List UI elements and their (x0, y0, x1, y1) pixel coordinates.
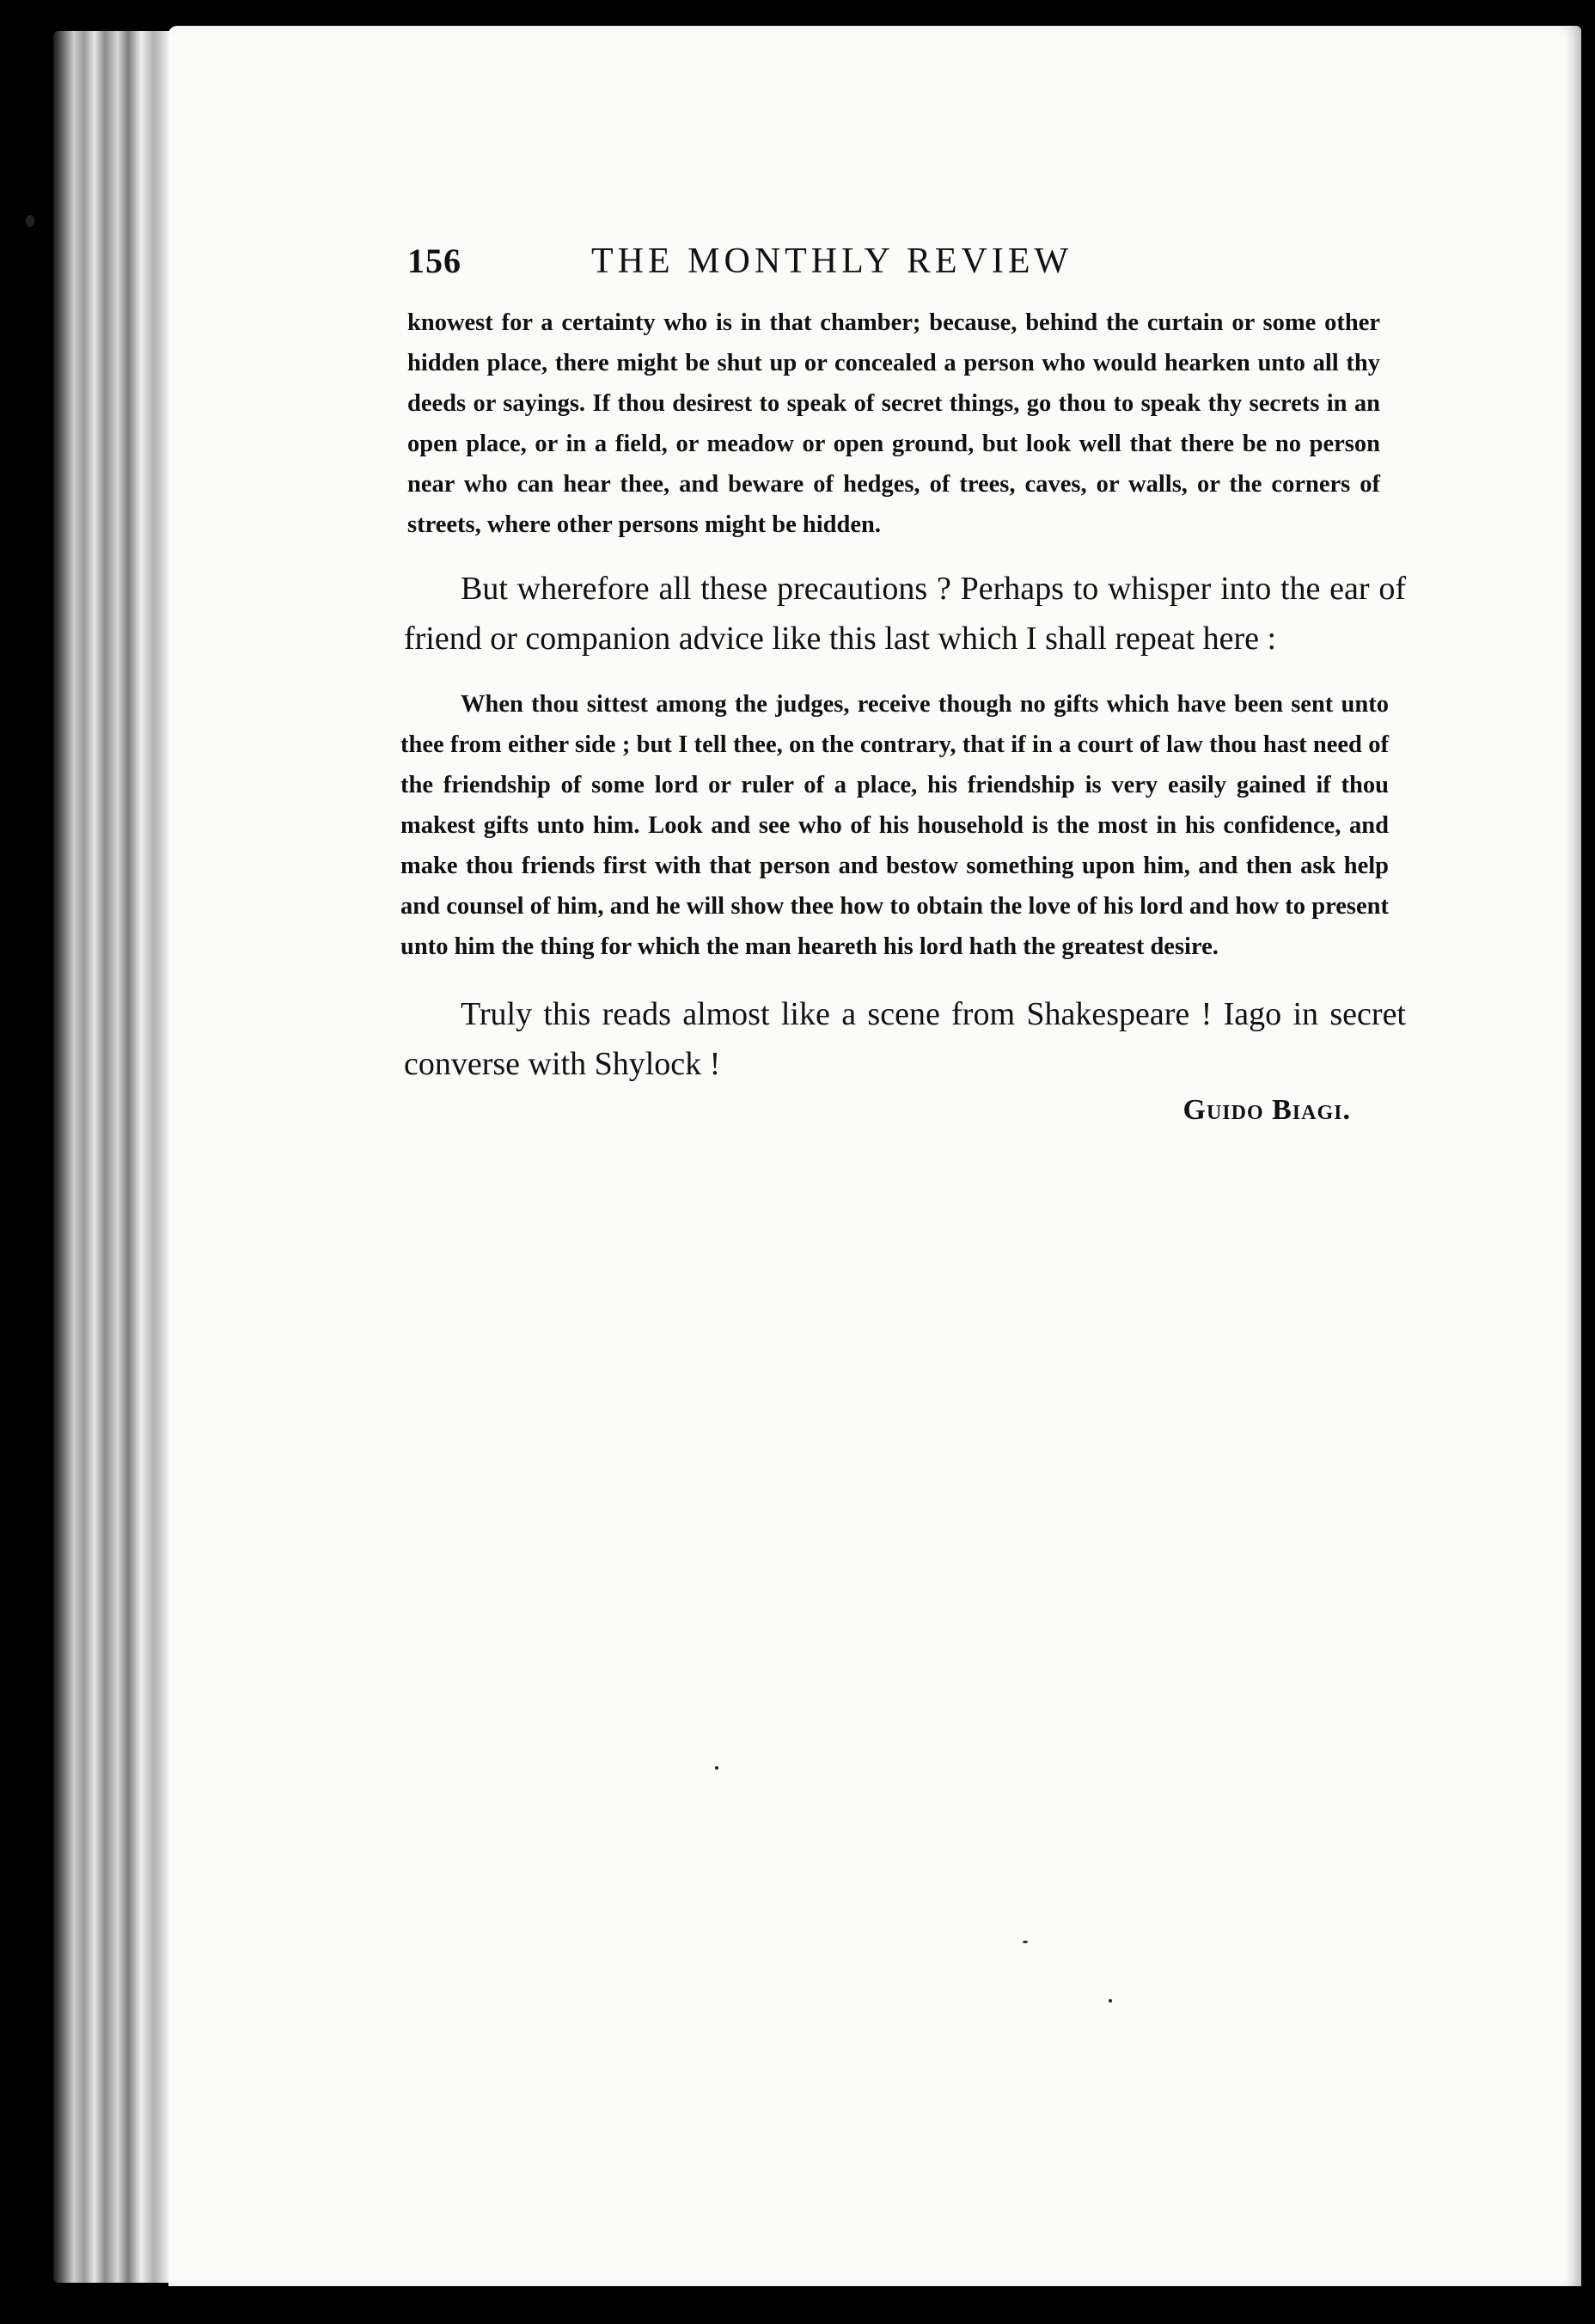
page-number: 156 (407, 242, 461, 280)
running-head (400, 241, 1423, 301)
dust-speck (1109, 1999, 1112, 2003)
book-page (168, 26, 1581, 2286)
page-text-block (400, 241, 1423, 1127)
block-quote-2: When thou sittest among the judges, receive though no gifts which have been sent unto thee from either side ; but I tell thee, on the contrary, that if in a court of law thou hast need of the friendship of some lord or ruler of a place, his friendship is very easily gained if thou makest gifts unto him. Look and see who of his household is the most in his confidence, and make thou friends first with that person and bestow something upon him, and then ask help and counsel of him, and he will show thee how to obtain the love of his lord and how to present unto him the thing for which the man heareth his lord hath the greatest desire. (400, 691, 1389, 960)
dust-speck (1023, 1941, 1028, 1943)
journal-title: THE MONTHLY REVIEW (591, 242, 1073, 281)
body-paragraph-2: Truly this reads almost like a scene from Shakespeare ! Iago in secret converse with Shylock ! (404, 996, 1406, 1082)
book-page-edges (53, 31, 182, 2283)
body-paragraph-1: But wherefore all these precautions ? Perhaps to whisper into the ear of friend or companion advice like this last which I shall repeat here : (404, 571, 1406, 657)
dust-speck (715, 1766, 718, 1770)
dust-speck (26, 215, 34, 227)
block-quote-1: knowest for a certainty who is in that chamber; because, behind the curtain or some other hidden place, there might be shut up or concealed a person who would hearken unto all thy deeds or sayings. If thou desirest to speak of secret things, go thou to speak thy secrets in an open place, or in a field, or meadow or open ground, but look well that there be no person near who can hear thee, and beware of hedges, of trees, caves, or walls, or the corners of streets, where other persons might be hidden. (407, 309, 1380, 538)
author-signature: Guido Biagi. (1182, 1094, 1351, 1126)
